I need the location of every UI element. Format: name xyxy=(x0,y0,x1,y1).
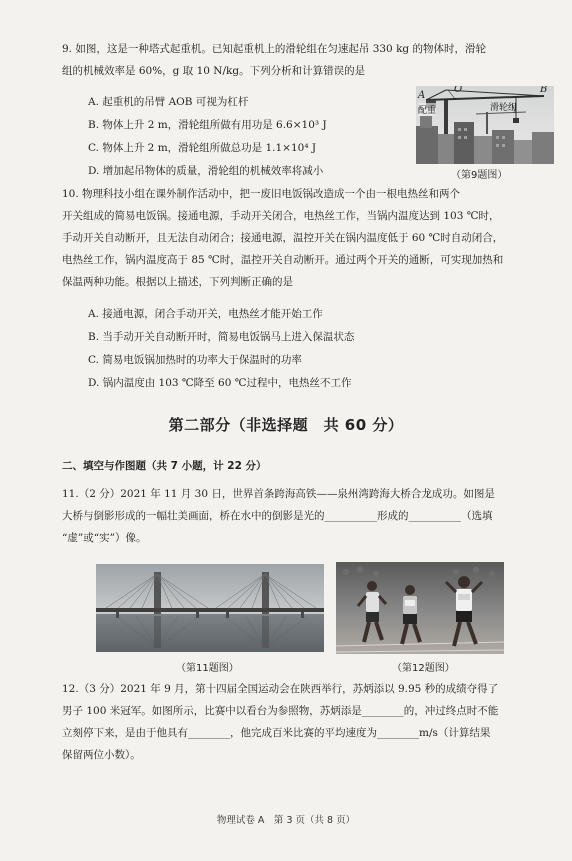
crane-label-o: O xyxy=(454,86,463,95)
crane-label-a: A xyxy=(418,90,426,101)
question-10-stem xyxy=(62,183,554,293)
question-10-option-a: A. 接通电源，闭合手动开关，电热丝才能开始工作 xyxy=(88,308,323,320)
question-9-stem-line: 9. 如图，这是一种塔式起重机。已知起重机上的滑轮组在匀速起吊 330 kg 的物体时，滑轮 xyxy=(62,43,486,55)
question-11-stem-line: 11.（2 分）2021 年 11 月 30 日，世界首条跨海高铁——泉州湾跨海大桥合龙成功。如图是 xyxy=(62,488,495,500)
question-9-figure-caption: （第9题图） xyxy=(451,170,508,181)
question-9-crane-photo xyxy=(416,86,554,164)
section-title: 第二部分（非选择题 共 60 分） xyxy=(168,416,404,434)
question-10-option-d: D. 锅内温度由 103 ℃降至 60 ℃过程中，电热丝不工作 xyxy=(88,377,352,389)
question-10-option-b: B. 当手动开关自动断开时，简易电饭锅马上进入保温状态 xyxy=(88,331,355,343)
question-11-bridge-photo xyxy=(96,564,324,652)
question-12-stem-line: 男子 100 米冠军。如图所示，比赛中以看台为参照物，苏炳添是________的，冲过终点时不能 xyxy=(62,705,499,717)
question-10-stem-line: 电热丝工作，锅内温度高于 85 ℃时，温控开关自动断开。通过两个开关的通断，可实现加热和 xyxy=(62,254,504,266)
section-subheading: 二、填空与作图题（共 7 小题，计 22 分） xyxy=(62,460,267,472)
question-12-figure-caption: （第12题图） xyxy=(392,663,455,674)
question-11-stem-line: 大桥与倒影形成的一幅壮美画面，桥在水中的倒影是光的__________形成的__________（选填 xyxy=(62,510,493,522)
question-9-option-d: D. 增加起吊物体的质量，滑轮组的机械效率将减小 xyxy=(88,165,324,177)
question-9-option-a: A. 起重机的吊臂 AOB 可视为杠杆 xyxy=(88,96,249,108)
crane-label-counterweight: 配重 xyxy=(418,103,436,116)
question-10-stem-line: 开关组成的简易电饭锅。接通电源，手动开关闭合，电热丝工作，当锅内温度达到 103 ℃时， xyxy=(62,210,500,222)
question-9-stem xyxy=(62,38,554,82)
question-10-stem-line: 手动开关自动断开，且无法自动闭合；接通电源，温控开关在锅内温度低于 60 ℃时自动闭合， xyxy=(62,232,504,244)
question-11-stem-line: “虚”或“实”）像。 xyxy=(62,532,147,544)
crane-label-b: B xyxy=(540,86,548,95)
question-11-figure-caption: （第11题图） xyxy=(176,663,239,674)
question-10-option-c: C. 简易电饭锅加热时的功率大于保温时的功率 xyxy=(88,354,302,366)
page-footer: 物理试卷 A 第 3 页（共 8 页） xyxy=(216,815,356,826)
question-12-stem-line: 保留两位小数）。 xyxy=(62,749,141,761)
question-10-stem-line: 10. 物理科技小组在课外制作活动中，把一废旧电饭锅改造成一个由一根电热丝和两个 xyxy=(62,188,461,200)
question-9-stem-line: 组的机械效率是 60%，g 取 10 N/kg。下列分析和计算错误的是 xyxy=(62,65,366,77)
crane-label-pulley: 滑轮组 xyxy=(490,103,518,113)
question-9-option-c: C. 物体上升 2 m，滑轮组所做总功是 1.1×10⁴ J xyxy=(88,142,317,154)
question-11-stem xyxy=(62,483,554,549)
question-9-option-b: B. 物体上升 2 m，滑轮组所做有用功是 6.6×10³ J xyxy=(88,119,327,131)
question-12-sprinters-photo xyxy=(336,562,504,654)
question-12-stem-line: 立刻停下来，是由于他具有________，他完成百米比赛的平均速度为________m/s（计算结果 xyxy=(62,727,491,739)
question-12-stem-line: 12.（3 分）2021 年 9 月，第十四届全国运动会在陕西举行，苏炳添以 9.95 秒的成绩夺得了 xyxy=(62,683,499,695)
question-12-stem xyxy=(62,678,554,766)
question-10-stem-line: 保温两种功能。根据以上描述，下列判断正确的是 xyxy=(62,276,293,288)
